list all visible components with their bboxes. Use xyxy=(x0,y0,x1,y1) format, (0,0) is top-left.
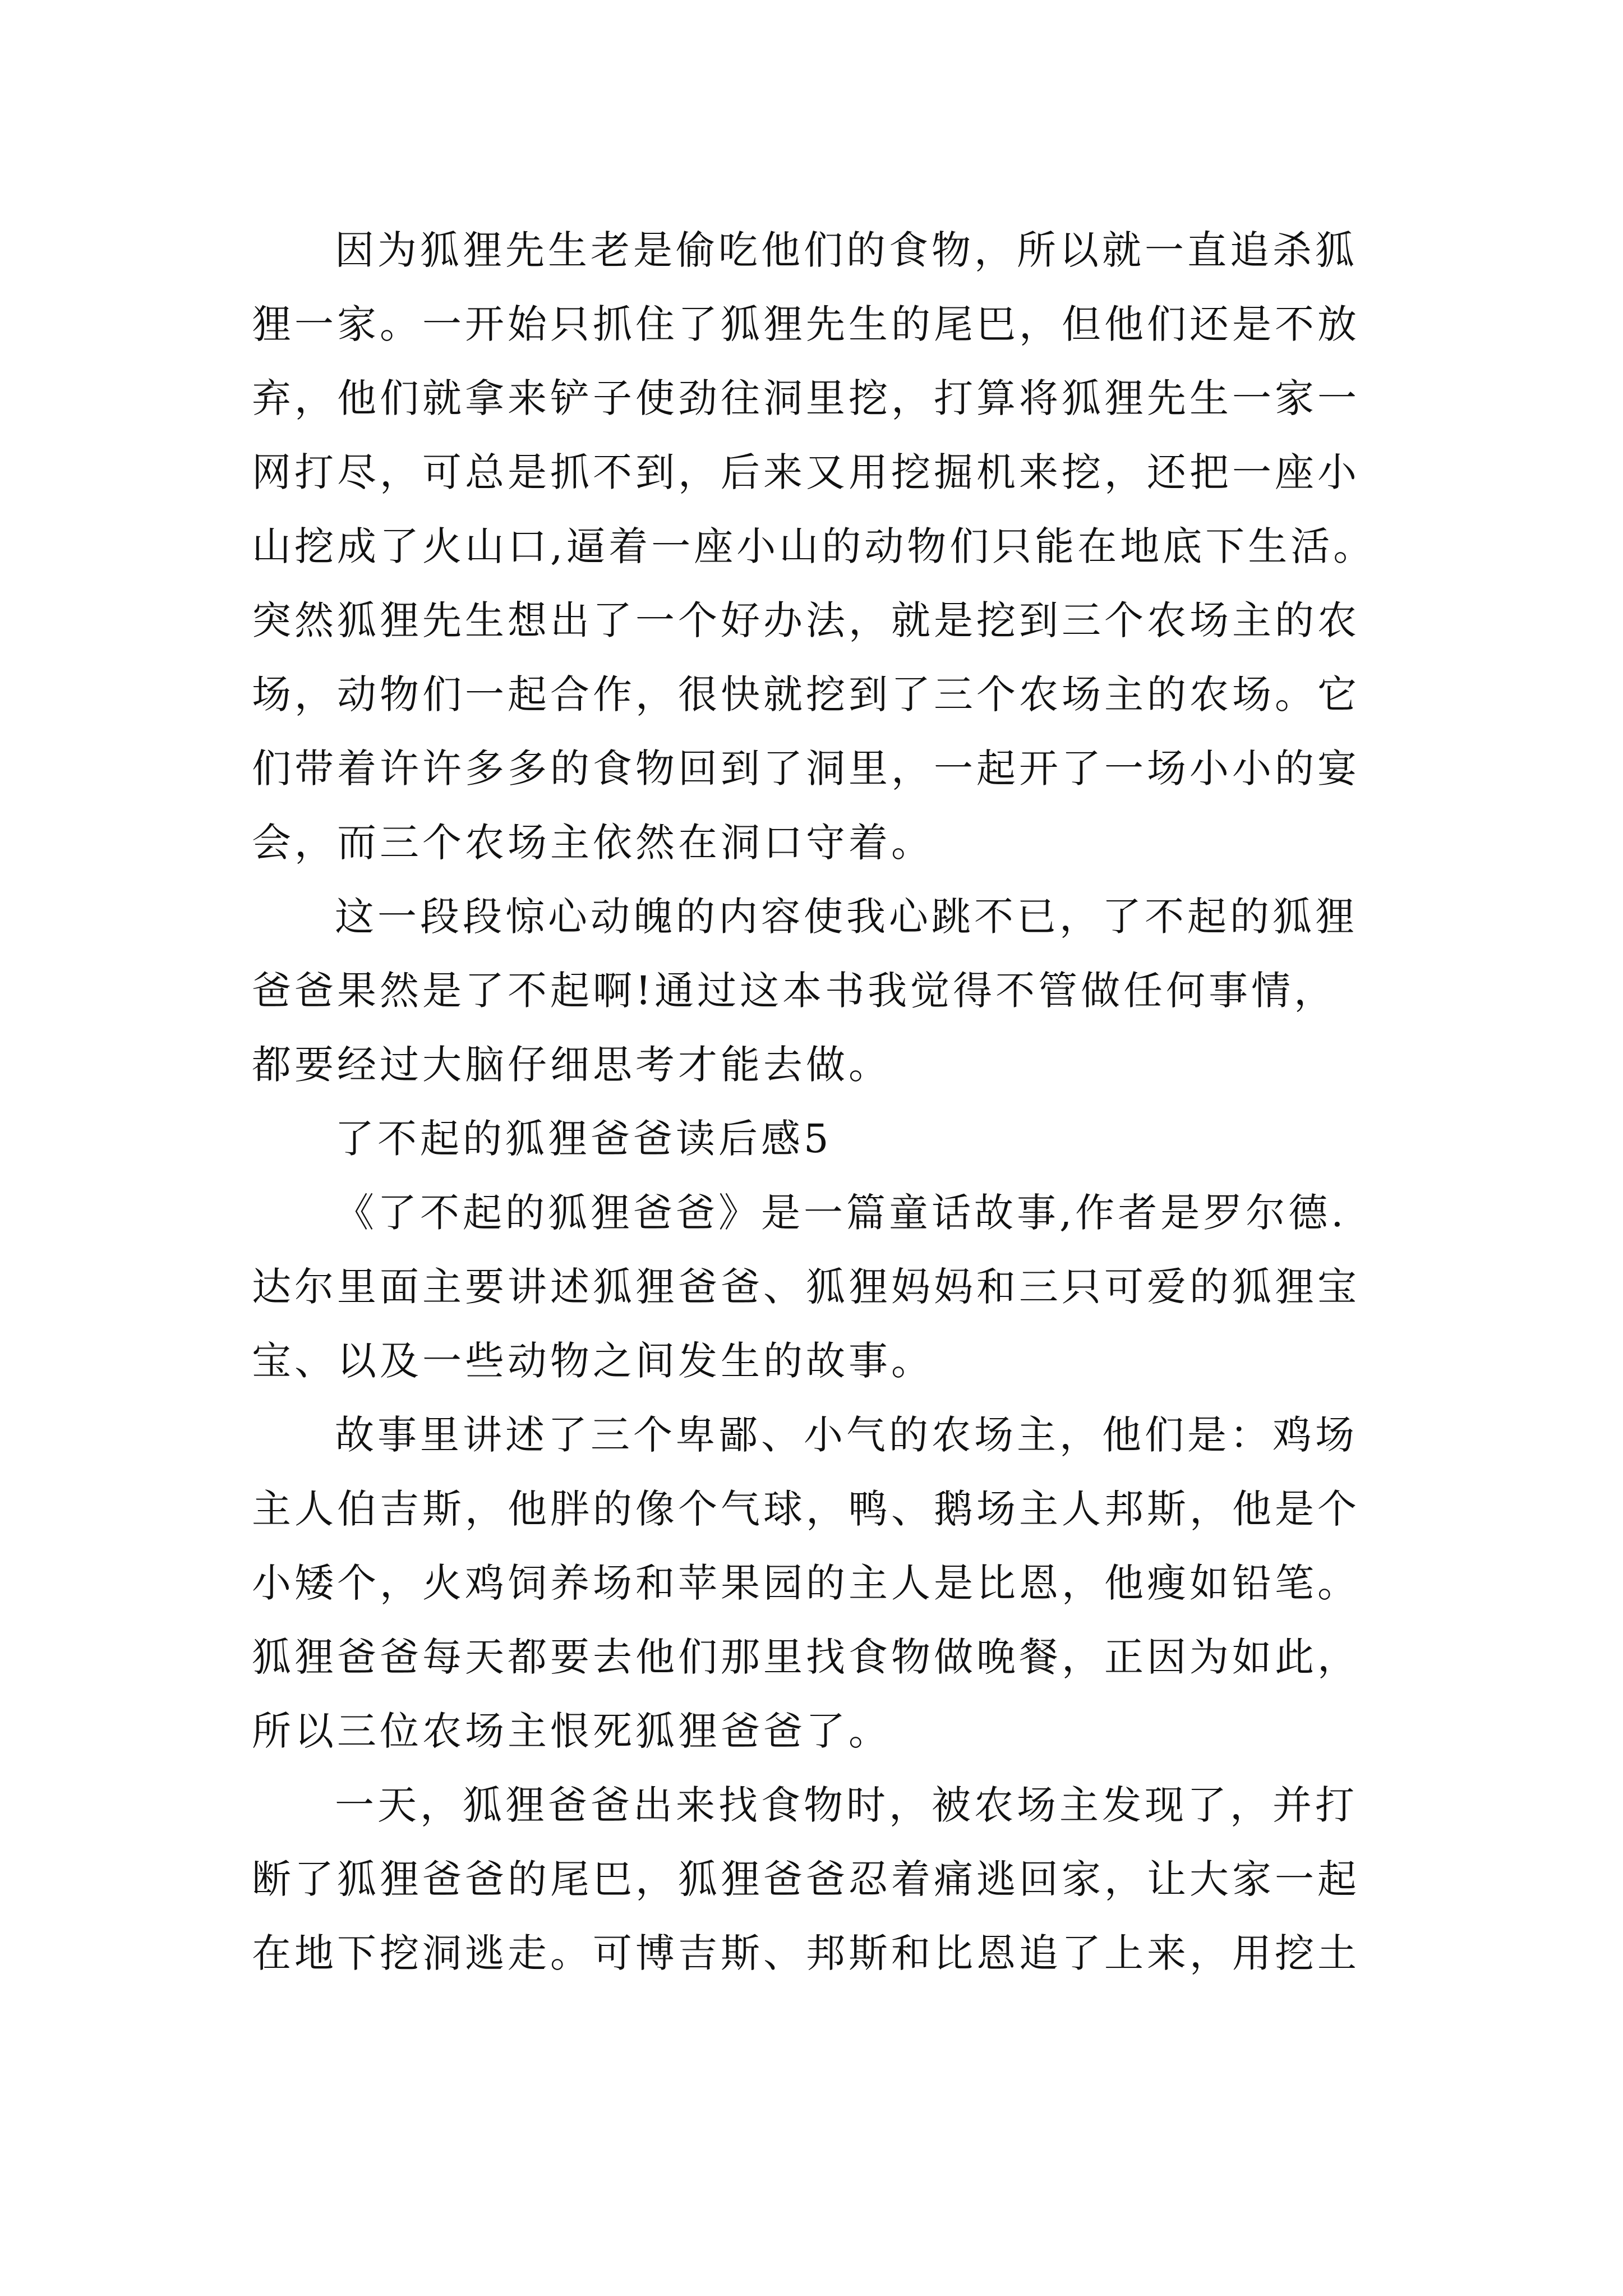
paragraph-line: 狸一家。一开始只抓住了狐狸先生的尾巴，但他们还是不放 xyxy=(252,301,1360,347)
section-heading: 了不起的狐狸爸爸读后感5 xyxy=(335,1116,832,1162)
paragraph-line: 爸爸果然是了不起啊!通过这本书我觉得不管做任何事情， xyxy=(252,968,1337,1014)
paragraph-line: 都要经过大脑仔细思考才能去做。 xyxy=(252,1042,891,1088)
paragraph-line: 主人伯吉斯，他胖的像个气球，鸭、鹅场主人邦斯，他是个 xyxy=(252,1486,1360,1532)
paragraph-line: 《了不起的狐狸爸爸》是一篇童话故事,作者是罗尔德. xyxy=(335,1190,1347,1236)
paragraph-line: 网打尽，可总是抓不到，后来又用挖掘机来挖，还把一座小 xyxy=(252,449,1360,495)
paragraph-line: 会，而三个农场主依然在洞口守着。 xyxy=(252,820,934,866)
paragraph-line: 一天，狐狸爸爸出来找食物时，被农场主发现了，并打 xyxy=(335,1782,1358,1828)
paragraph-line: 断了狐狸爸爸的尾巴，狐狸爸爸忍着痛逃回家，让大家一起 xyxy=(252,1856,1360,1902)
paragraph-line: 在地下挖洞逃走。可博吉斯、邦斯和比恩追了上来，用挖土 xyxy=(252,1930,1360,1976)
paragraph-line: 故事里讲述了三个卑鄙、小气的农场主，他们是：鸡场 xyxy=(335,1412,1358,1458)
paragraph-line: 们带着许许多多的食物回到了洞里，一起开了一场小小的宴 xyxy=(252,746,1360,792)
paragraph-line: 场，动物们一起合作，很快就挖到了三个农场主的农场。它 xyxy=(252,671,1360,717)
body-text xyxy=(252,213,1396,1990)
paragraph-line: 突然狐狸先生想出了一个好办法，就是挖到三个农场主的农 xyxy=(252,597,1360,643)
paragraph-line: 宝、以及一些动物之间发生的故事。 xyxy=(252,1338,934,1384)
paragraph-line: 所以三位农场主恨死狐狸爸爸了。 xyxy=(252,1708,891,1754)
paragraph-line: 弃，他们就拿来铲子使劲往洞里挖，打算将狐狸先生一家一 xyxy=(252,375,1360,421)
paragraph-line: 达尔里面主要讲述狐狸爸爸、狐狸妈妈和三只可爱的狐狸宝 xyxy=(252,1264,1360,1310)
paragraph-line: 山挖成了火山口,逼着一座小山的动物们只能在地底下生活。 xyxy=(252,523,1376,569)
paragraph-line: 狐狸爸爸每天都要去他们那里找食物做晚餐，正因为如此， xyxy=(252,1634,1360,1680)
paragraph-line: 小矮个，火鸡饲养场和苹果园的主人是比恩，他瘦如铅笔。 xyxy=(252,1560,1360,1606)
paragraph-line: 因为狐狸先生老是偷吃他们的食物，所以就一直追杀狐 xyxy=(335,227,1358,273)
paragraph-line: 这一段段惊心动魄的内容使我心跳不已，了不起的狐狸 xyxy=(335,894,1358,940)
